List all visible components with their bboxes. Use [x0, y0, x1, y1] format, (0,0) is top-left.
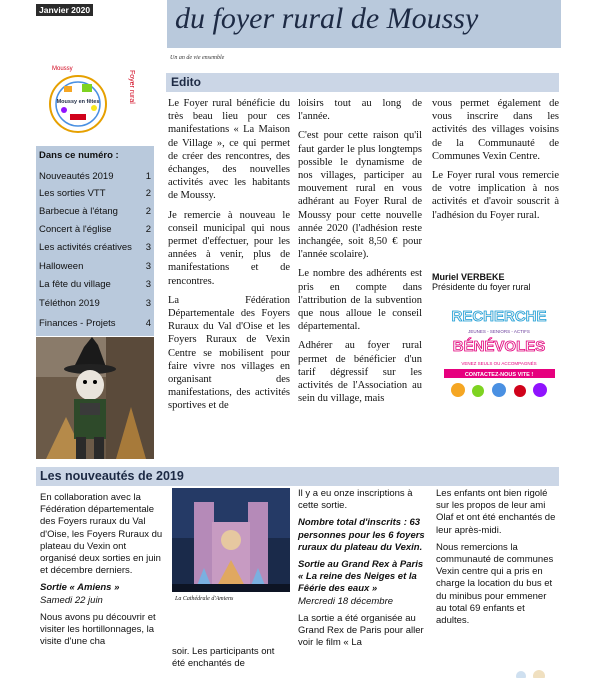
toc-label: Halloween: [39, 261, 84, 272]
paragraph: Nous avons pu découvrir et visiter les hortillonnages, la visite d'une cha: [40, 611, 156, 648]
edito-header-bar: [166, 73, 559, 92]
toc-label: Téléthon 2019: [39, 298, 100, 309]
total-inscrits: Nombre total d'inscrits : 63 personnes pour les 6 foyers ruraux du plateau du Vexin.: [298, 517, 425, 553]
paragraph: Nous remercions la communauté de communes Vexin centre qui a pris en charge la location du bus et du minibus pour emmener au total 69 enfants et adultes.: [436, 541, 554, 627]
poster-line2: BÉNÉVOLES: [452, 338, 546, 355]
edito-column-3: [432, 97, 559, 228]
toc-page: 2: [145, 206, 151, 217]
paragraph: C'est pour cette raison qu'il faut garder le plus longtemps possible le dynamisme de nos villages, participer au mouvement rural en vous adhérant au Foyer Rural de Moussy pour cette nouvelle année 2020 (l'adhésion reste inchangée, soit 8,50 € pour l'année scolaire).: [298, 130, 422, 261]
toc-page: 3: [145, 261, 151, 272]
news-column-3: [298, 488, 428, 654]
toc-page: 2: [145, 224, 151, 235]
sortie-heading: Sortie « Amiens »: [40, 582, 120, 594]
toc-item[interactable]: [39, 171, 151, 182]
paragraph: Les enfants ont bien rigolé sur les propos de leur ami Olaf et ont été enchantés de leur après-midi.: [436, 488, 556, 536]
paragraph: loisirs tout au long de l'année.: [298, 98, 422, 123]
edito-column-1: [168, 97, 290, 419]
paragraph: Le nombre des adhérents est pris en compte dans l'attribution de la subvention que nous alloue le conseil départemental.: [298, 268, 422, 333]
paragraph: La Fédération Départementale des Foyers Ruraux du Val d'Oise et les Foyers Ruraux de Vexin Centre se mobilisent pour faire vivre nos villages en organisant des manifestations, des activités sportives et de: [168, 294, 290, 412]
paragraph: Il y a eu onze inscriptions à cette sortie.: [298, 488, 413, 512]
poster-line1: RECHERCHE: [451, 308, 547, 325]
news-column-4: [436, 488, 559, 632]
logo-text-side: Foyer rural: [128, 70, 135, 104]
toc-item[interactable]: [39, 279, 151, 290]
sortie-date: Mercredi 18 décembre: [298, 595, 394, 607]
toc-page: 3: [145, 298, 151, 309]
scarecrow-photo: [36, 337, 154, 459]
toc-page: 2: [145, 188, 151, 199]
volunteers-poster: [440, 305, 559, 403]
toc-label: La fête du village: [39, 279, 111, 290]
paragraph: Le Foyer rural vous remercie de votre implication à nos activités et d'avoir souscrit à l'adhésion du Foyer rural.: [432, 170, 559, 221]
issue-date: Janvier 2020: [36, 4, 93, 16]
table-of-contents: [36, 146, 154, 336]
signature-block: [432, 272, 559, 292]
paragraph: La sortie a été organisée au Grand Rex de Paris pour aller voir le film « La: [298, 612, 424, 649]
poster-small1: JEUNES - SENIORS - ACTIFS: [468, 329, 530, 334]
logo-text-top: Moussy: [52, 66, 73, 72]
page-title: du foyer rural de Moussy: [175, 2, 479, 35]
toc-page: 3: [145, 279, 151, 290]
toc-item[interactable]: [39, 298, 151, 309]
photo-caption: La Cathédrale d'Amiens: [175, 596, 234, 602]
toc-item[interactable]: [39, 242, 151, 253]
toc-item[interactable]: [39, 206, 151, 217]
logo-text-mid: Moussy en fêtes: [56, 99, 100, 105]
poster-small3: CONTACTEZ-NOUS VITE !: [464, 372, 534, 378]
toc-page: 4: [145, 318, 151, 329]
paragraph: vous permet également de vous inscrire dans les activités des villages voisins de la Communauté de Communes Vexin Centre.: [432, 98, 559, 162]
toc-label: Les sorties VTT: [39, 188, 106, 199]
signature-role: Présidente du foyer rural: [432, 282, 531, 292]
paragraph: Le Foyer rural bénéficie du très beau lieu pour ces manifestations « La Maison de Village », ce qui permet de créer des rencontres, des échanges, des nouvelles activités avec les habitants de Moussy.: [168, 98, 290, 202]
news-column-2: soir. Les participants ont été enchantés de: [172, 646, 275, 670]
signature-name: Muriel VERBEKE: [432, 272, 505, 282]
toc-item[interactable]: [39, 188, 151, 199]
news-title: Les nouveautés de 2019: [40, 469, 184, 483]
toc-label: Les activités créatives: [39, 242, 132, 253]
toc-label: Barbecue à l'étang: [39, 206, 118, 217]
partner-logos: [515, 665, 559, 675]
toc-title: Dans ce numéro :: [39, 150, 119, 161]
edito-column-2: [298, 97, 422, 411]
toc-label: Finances - Projets: [39, 318, 116, 329]
poster-small2: VENEZ SEULS OU ACCOMPAGNÉS: [461, 361, 537, 366]
toc-item[interactable]: [39, 261, 151, 272]
subtitle: Un an de vie ensemble: [170, 55, 225, 61]
toc-label: Nouveautés 2019: [39, 171, 114, 182]
sortie-date: Samedi 22 juin: [40, 594, 103, 606]
cathedral-photo: [172, 488, 290, 592]
paragraph: En collaboration avec la Fédération départementale des Foyers ruraux du Val d'Oise, les Foyers Ruraux du plateau du Vexin ont organisé deux sorties en juin et décembre derniers.: [40, 492, 163, 577]
sortie-heading: Sortie au Grand Rex à Paris « La reine des Neiges et la Fêérie des eaux »: [298, 559, 424, 595]
toc-page: 1: [145, 171, 151, 182]
toc-item[interactable]: [39, 318, 151, 329]
toc-item[interactable]: [39, 224, 151, 235]
paragraph: Je remercie à nouveau le conseil municipal qui nous permet d'effectuer, pour les années à venir, plus de manifestations et de rencontres.: [168, 209, 290, 287]
news-column-1: [40, 492, 164, 653]
edito-title: Edito: [171, 75, 201, 89]
toc-page: 3: [145, 242, 151, 253]
toc-label: Concert à l'église: [39, 224, 112, 235]
foyer-logo: [42, 62, 152, 140]
paragraph: Adhérer au foyer rural permet de bénéficier d'un tarif dégressif sur les activités de l'Association au sein du village, mais: [298, 340, 422, 405]
